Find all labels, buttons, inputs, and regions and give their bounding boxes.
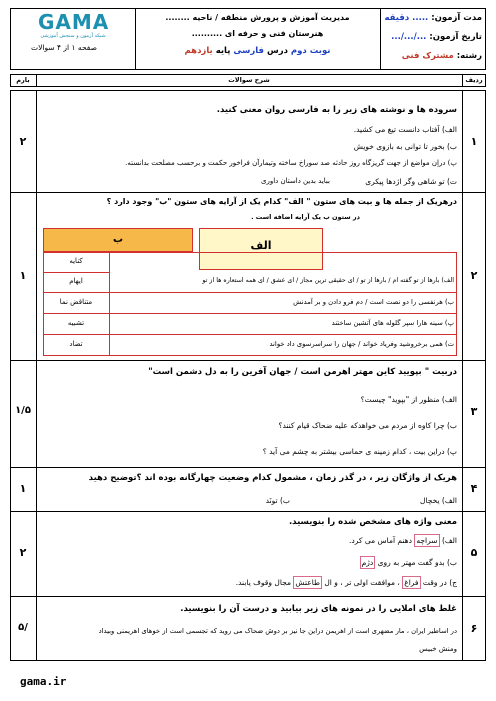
q3-item-b: ب) چرا کاوه از مردم می خواهدکه علیه ضحاک قیام کنند؟ — [278, 421, 457, 430]
table-rule — [10, 467, 486, 468]
exam-grade: یازدهم — [184, 46, 213, 56]
q5-c-mid: ، موافقت اولی تر ، و ال — [324, 578, 400, 587]
table-rule — [10, 360, 486, 361]
table-rule — [43, 334, 457, 335]
date-label: تاریخ آزمون: — [429, 32, 482, 42]
table-rule — [462, 90, 463, 661]
q6-number: ۶ — [470, 622, 478, 635]
q1-score: ۲ — [19, 135, 27, 148]
date-value: .../.../... — [391, 32, 427, 42]
table-rule — [135, 8, 136, 70]
duration-row — [385, 14, 482, 23]
q1-item-c: پ) دراِن مواضع از جهت گریزگاه روز حادثه صد سوراخ ساخته وتیمارآن فراخور حکمت و برحسب مصلحت بدانسته. — [125, 159, 457, 167]
field-value: مشترک فنی — [401, 51, 454, 61]
q5-a-post: دهنم آماس می کرد. — [349, 536, 412, 545]
q5-c-word1: فراغ — [404, 578, 419, 587]
match-a-4: پ) سینه هارا سپر گلوله های آتشین ساختند — [331, 319, 454, 327]
exam-course: فارسی — [233, 46, 264, 56]
q3-title: دربیت " بپویید کاین مهتر اهرمن است / جهان آفرین را به دل دشمن است" — [148, 367, 457, 377]
logo-sub: شبکه آزمون و سنجش آموزشی — [40, 33, 106, 39]
table-rule — [10, 192, 486, 193]
exam-term: نوبت دوم — [290, 46, 331, 56]
match-b-2: ایهام — [69, 277, 83, 285]
gama-logo — [38, 12, 108, 40]
q5-b-pre: ب) بدو گفت مهتر به روی — [377, 558, 457, 567]
q6-score: /۵ — [18, 622, 28, 633]
q6-title: غلط های املایی را در نمونه های زیر بیابید و درست آن را بنویسید. — [180, 604, 457, 614]
q5-c-post: مجال وقوف یابند. — [235, 578, 291, 587]
q5-title: معنی واژه های مشخص شده را بنویسید. — [288, 517, 457, 527]
col-a-label: الف — [250, 239, 272, 252]
q3-score: ۱/۵ — [15, 405, 31, 416]
header-score: بارم — [16, 76, 30, 84]
q4-title: هریک از واژگان زیر ، در گذر زمان ، مشمول کدام وضعیت چهارگانه بوده اند ؟توضیح دهید — [88, 473, 457, 483]
q5-c-word2: طاعتش — [295, 578, 320, 587]
col-b-label: ب — [112, 234, 124, 245]
q5-score: ۲ — [19, 546, 27, 559]
match-b-4: تشبیه — [67, 319, 85, 327]
field-label: رشته: — [456, 51, 482, 61]
school-line: هنرستان فنی و حرفه ای .......... — [191, 29, 324, 38]
q2-score: ۱ — [19, 269, 27, 282]
q1-item-b: ب) بخور تا توانی به بازوی خویش — [353, 142, 457, 151]
footer-site: gama.ir — [20, 675, 67, 688]
table-rule — [109, 252, 110, 356]
match-b-3: متناقض نما — [59, 298, 93, 306]
table-rule — [10, 596, 486, 597]
q3-item-c: پ) دراین بیت ، کدام زمینه ی حماسی بیشتر به چشم می آید ؟ — [262, 447, 457, 456]
match-a-5: ت) همی برخروشید وفریاد خواند / جهان را سراسرسوی داد خواند — [269, 340, 454, 348]
org-line: مدیریت آموزش و پرورش منطقه / ناحیه ........ — [165, 13, 350, 22]
table-rule — [36, 90, 37, 661]
table-rule — [43, 292, 457, 293]
q6-text-2: ومنش خبیس — [419, 645, 457, 653]
q1-item-a: الف) آفتاب دانست تیغ می کشید. — [353, 125, 457, 134]
match-a-3: ب) هرنفسی را دو نصت است / دم فرو دادن و بر آمدنش — [293, 298, 454, 306]
q6-text-1: در اساطیر ایران ، مار مضهری است از اهریمن دراین جا نیز بر دوش ضحاک می روید که تجسمی است از خوهای اهریمنی وبیداد — [98, 627, 457, 635]
duration-label: مدت آزمون: — [431, 13, 482, 23]
q5-number: ۵ — [470, 546, 478, 559]
q4-item-a: الف) یخچال — [420, 496, 457, 505]
duration-value: ..... دقیقه — [384, 13, 429, 23]
q5-line-a — [40, 537, 457, 545]
q3-item-a: الف) منظور از "بپوید" چیست؟ — [360, 395, 457, 404]
field-row — [385, 52, 482, 61]
match-b-1: کنایه — [69, 257, 83, 265]
q2-title: درهریک از جمله ها و بیت های ستون " الف" کدام یک از آرایه های ستون "ب" وجود دارد ؟ — [106, 197, 457, 206]
q4-item-b: ب) تونَد — [265, 496, 290, 505]
exam-grade-label: پایه — [215, 46, 231, 56]
q5-b-word: دژم — [361, 558, 374, 567]
match-a-2: الف) بارها از تو گفته ام / بارها از تو / ای حقیقی ترین مجاز / ای عشق / ای همه استعاره ها از تو — [202, 277, 454, 284]
q1-number: ۱ — [470, 135, 478, 148]
q2-number: ۲ — [470, 269, 478, 282]
table-rule — [43, 272, 109, 273]
match-b-5: تضاد — [69, 340, 83, 348]
q5-a-word: سراچه — [416, 536, 438, 545]
q5-a-pre: الف) — [441, 536, 457, 545]
header-row: ردیف — [465, 76, 483, 84]
q5-c-pre: ج) در وقت — [422, 578, 457, 587]
header-desc: شرح سوالات — [228, 76, 270, 84]
q4-score: ۱ — [19, 482, 27, 495]
q1-item-d2: بباید بدین داستان داوری — [260, 177, 330, 185]
exam-line — [150, 47, 365, 56]
q1-item-d: ت) تو شاهی وگر اژدها پیکری — [365, 177, 457, 186]
q5-line-b — [40, 559, 457, 567]
table-rule — [43, 313, 457, 314]
date-row — [385, 33, 482, 42]
q4-number: ۴ — [470, 482, 478, 495]
q1-title: سروده ها و نوشته های زیر را به فارسی روان معنی کنید. — [216, 105, 457, 115]
q3-number: ۳ — [470, 405, 478, 418]
table-rule — [10, 511, 486, 512]
q2-note: در ستون ب یک آرایه اضافه است . — [251, 213, 360, 221]
table-rule — [380, 8, 381, 70]
logo-main: GAMA — [38, 10, 110, 34]
exam-course-label: درس — [266, 46, 288, 56]
page-info: صفحه ۱ از ۴ سوالات — [31, 43, 97, 52]
q5-line-c — [40, 579, 457, 587]
